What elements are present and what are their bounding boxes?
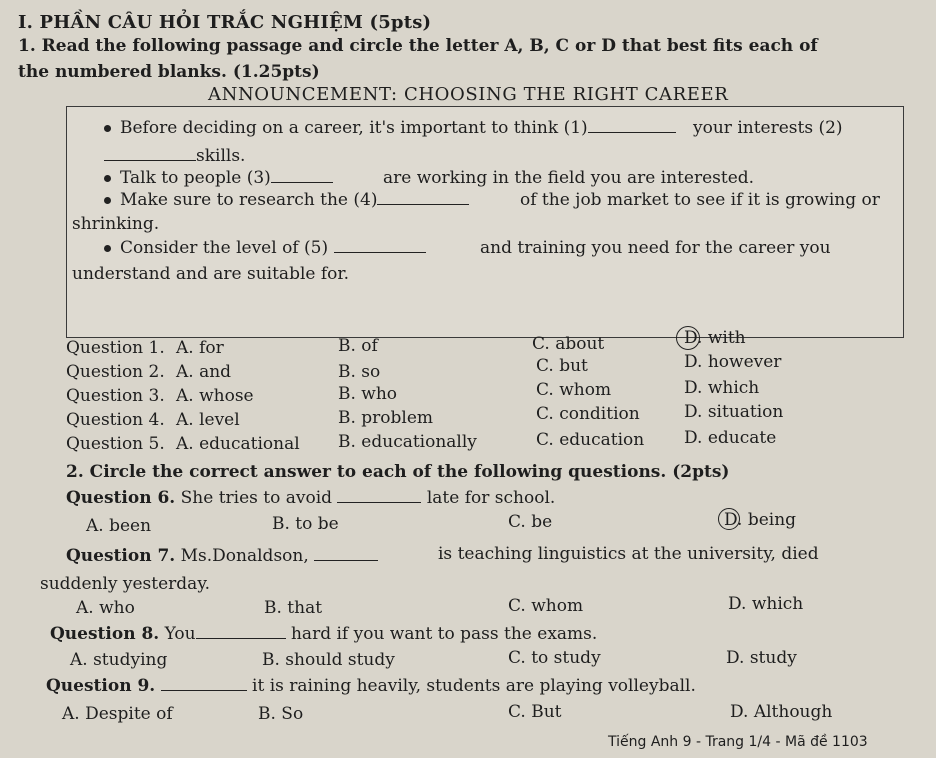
- q8-stem: [50, 624, 597, 644]
- q6-option-b[interactable]: B. to be: [272, 514, 339, 534]
- q6-option-c[interactable]: C. be: [508, 512, 553, 532]
- q1-label: Question 1.: [66, 338, 165, 358]
- passage-box: [66, 106, 904, 338]
- passage-b4-text2: and training you need for the career you: [480, 238, 831, 258]
- q9-text2: it is raining heavily, students are playing volleyball.: [252, 676, 696, 696]
- passage-bullet-3: [104, 190, 469, 210]
- q7-text3: suddenly yesterday.: [40, 574, 211, 594]
- q8-option-d[interactable]: D. study: [726, 648, 797, 668]
- q2-option-b[interactable]: B. so: [338, 362, 381, 382]
- q7-text2: is teaching linguistics at the university, died: [438, 544, 819, 564]
- q9-stem: [46, 676, 696, 696]
- q9-option-b[interactable]: B. So: [258, 704, 304, 724]
- answer-circle-q1: [676, 326, 700, 350]
- q3-label: Question 3.: [66, 386, 165, 406]
- q9-option-c[interactable]: C. But: [508, 702, 562, 722]
- passage-b1-text3: skills.: [196, 146, 246, 166]
- q4-option-b[interactable]: B. problem: [338, 408, 434, 428]
- q7-option-b[interactable]: B. that: [264, 598, 323, 618]
- q9-option-d[interactable]: D. Although: [730, 702, 833, 722]
- instruction-line1: 1. Read the following passage and circle the letter A, B, C or D that best fits each of: [18, 36, 818, 56]
- bullet-icon: [104, 175, 111, 182]
- blank-1[interactable]: [588, 132, 676, 133]
- q5-label: Question 5.: [66, 434, 165, 454]
- q4-option-a[interactable]: A. level: [176, 410, 240, 430]
- passage-b4-text3: understand and are suitable for.: [72, 264, 350, 284]
- q8-option-a[interactable]: A. studying: [70, 650, 168, 670]
- q6-label: Question 6.: [66, 488, 176, 508]
- q3-option-b[interactable]: B. who: [338, 384, 398, 404]
- q5-option-a[interactable]: A. educational: [176, 434, 300, 454]
- q4-label: Question 4.: [66, 410, 165, 430]
- q7-stem: [66, 546, 378, 566]
- q8-text1: You: [164, 624, 196, 644]
- q9-label: Question 9.: [46, 676, 156, 696]
- q5-option-b[interactable]: B. educationally: [338, 432, 477, 452]
- q3-option-a[interactable]: A. whose: [176, 386, 254, 406]
- q1-option-b[interactable]: B. of: [338, 336, 378, 356]
- q6-option-d[interactable]: D. being: [724, 510, 797, 530]
- q7-label: Question 7.: [66, 546, 176, 566]
- passage-bullet-2: [104, 168, 333, 188]
- q7-text1: Ms.Donaldson,: [180, 546, 309, 566]
- q8-option-c[interactable]: C. to study: [508, 648, 601, 668]
- passage-bullet-1: [104, 118, 676, 138]
- q7-option-a[interactable]: A. who: [76, 598, 135, 618]
- page-footer: Tiếng Anh 9 - Trang 1/4 - Mã đề 1103: [608, 734, 868, 750]
- q3-option-d[interactable]: D. which: [684, 378, 760, 398]
- passage-b1-text1: Before deciding on a career, it's important to think (1): [120, 118, 588, 138]
- q6-text2: late for school.: [426, 488, 556, 508]
- section2-heading: 2. Circle the correct answer to each of the following questions. (2pts): [66, 462, 730, 482]
- bullet-icon: [104, 125, 111, 132]
- q6-text1: She tries to avoid: [180, 488, 333, 508]
- passage-b3-text2: of the job market to see if it is growing or: [520, 190, 880, 210]
- blank-2[interactable]: [104, 160, 196, 161]
- q1-option-a[interactable]: A. for: [176, 338, 224, 358]
- q8-option-b[interactable]: B. should study: [262, 650, 395, 670]
- q7-option-c[interactable]: C. whom: [508, 596, 584, 616]
- q8-label: Question 8.: [50, 624, 160, 644]
- q5-option-c[interactable]: C. education: [536, 430, 645, 450]
- q2-option-d[interactable]: D. however: [684, 352, 782, 372]
- answer-circle-q6: [718, 508, 740, 530]
- q9-option-a[interactable]: A. Despite of: [62, 704, 173, 724]
- q2-option-a[interactable]: A. and: [176, 362, 232, 382]
- q1-option-d[interactable]: D. with: [684, 328, 746, 348]
- q9-blank[interactable]: [161, 690, 247, 691]
- bullet-icon: [104, 197, 111, 204]
- q2-label: Question 2.: [66, 362, 165, 382]
- q6-option-a[interactable]: A. been: [86, 516, 152, 536]
- q8-text2: hard if you want to pass the exams.: [290, 624, 598, 644]
- passage-b3-text1: Make sure to research the (4): [120, 190, 378, 210]
- q6-blank[interactable]: [337, 502, 421, 503]
- q6-stem: [66, 488, 555, 508]
- q5-option-d[interactable]: D. educate: [684, 428, 777, 448]
- q4-option-c[interactable]: C. condition: [536, 404, 640, 424]
- q4-option-d[interactable]: D. situation: [684, 402, 784, 422]
- blank-4[interactable]: [377, 204, 469, 205]
- passage-title: ANNOUNCEMENT: CHOOSING THE RIGHT CAREER: [208, 84, 729, 105]
- q7-blank[interactable]: [314, 560, 378, 561]
- blank-5[interactable]: [334, 252, 426, 253]
- q8-blank[interactable]: [196, 638, 286, 639]
- q7-option-d[interactable]: D. which: [728, 594, 804, 614]
- passage-b3-text3: shrinking.: [72, 214, 160, 234]
- q2-option-c[interactable]: C. but: [536, 356, 588, 376]
- blank-3[interactable]: [271, 182, 333, 183]
- passage-bullet-4: [104, 238, 426, 258]
- passage-b1-text2: your interests (2): [693, 118, 843, 138]
- q1-option-c[interactable]: C. about: [532, 334, 605, 354]
- bullet-icon: [104, 245, 111, 252]
- passage-b2-text2: are working in the field you are interested.: [383, 168, 755, 188]
- section1-heading: I. PHẦN CÂU HỎI TRẮC NGHIỆM (5pts): [18, 12, 432, 33]
- q3-option-c[interactable]: C. whom: [536, 380, 612, 400]
- passage-b4-text1: Consider the level of (5): [120, 238, 329, 258]
- passage-b1-line2: [104, 146, 245, 166]
- passage-b2-text1: Talk to people (3): [120, 168, 271, 188]
- instruction-line2: the numbered blanks. (1.25pts): [18, 62, 320, 82]
